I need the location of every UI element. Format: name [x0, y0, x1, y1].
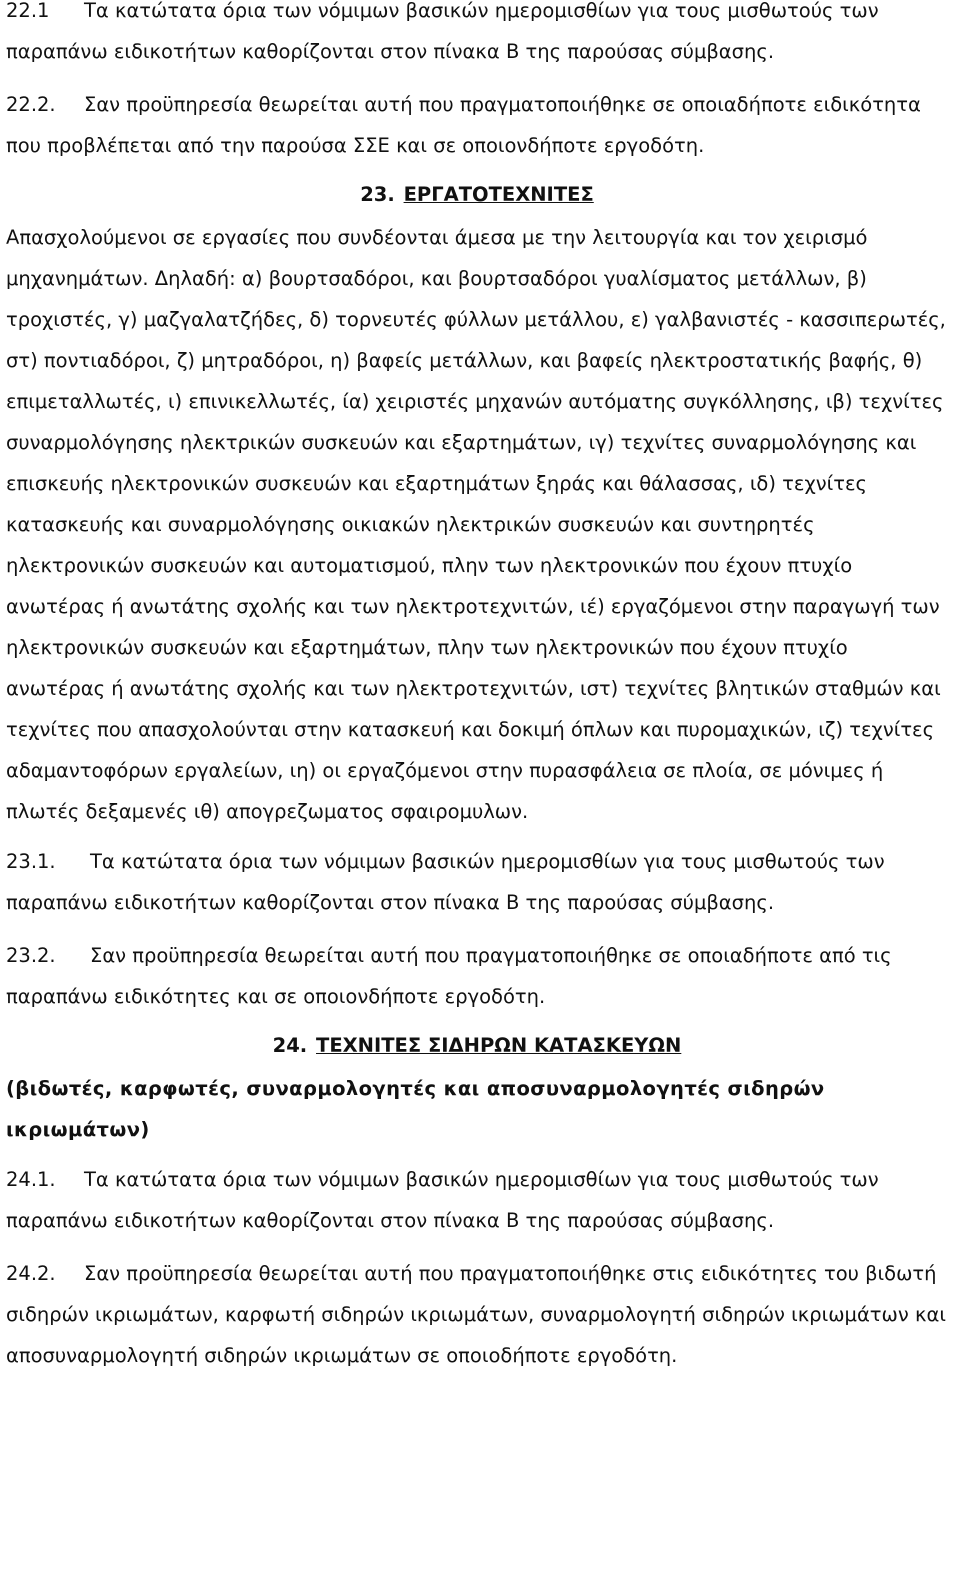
clause-text: Σαν προϋπηρεσία θεωρείται αυτή που πραγματοποιήθηκε σε οποιαδήποτε ειδικότητα που προβλέπεται από την παρούσα ΣΣΕ και σε οποιονδήποτε εργοδότη. — [6, 93, 921, 157]
section-title: ΤΕΧΝΙΤΕΣ ΣΙΔΗΡΩΝ ΚΑΤΑΣΚΕΥΩΝ — [316, 1034, 682, 1057]
clause-number: 24.2. — [6, 1262, 56, 1285]
clause-text: Τα κατώτατα όρια των νόμιμων βασικών ημερομισθίων για τους μισθωτούς των παραπάνω ειδικοτήτων καθορίζονται στον πίνακα Β της παρούσας σύμβασης. — [6, 850, 885, 914]
paragraph-23-1 — [6, 841, 948, 923]
clause-text: Σαν προϋπηρεσία θεωρείται αυτή που πραγματοποιήθηκε σε οποιαδήποτε από τις παραπάνω ειδικότητες και σε οποιονδήποτε εργοδότη. — [6, 944, 892, 1008]
paragraph-24-2 — [6, 1253, 948, 1376]
clause-text: Τα κατώτατα όρια των νόμιμων βασικών ημερομισθίων για τους μισθωτούς των παραπάνω ειδικοτήτων καθορίζονται στον πίνακα Β της παρούσας σύμβασης. — [6, 1168, 879, 1232]
paragraph-24-1 — [6, 1159, 948, 1241]
clause-number: 23.1. — [6, 850, 56, 873]
clause-number: 22.1 — [6, 0, 50, 22]
section-number: 23. — [360, 183, 395, 206]
paragraph-23-body: Απασχολούμενοι σε εργασίες που συνδέονται άμεσα με την λειτουργία και τον χειρισμό μηχανημάτων. Δηλαδή: α) βουρτσαδόροι, και βουρτσαδόροι γυαλίσματος μετάλλων, β) τροχιστές, γ) μαζγαλατζήδες, δ) τορνευτές φύλλων μετάλλου, ε) γαλβανιστές - κασσιπερωτές, στ) ποντιαδόροι, ζ) μητραδόροι, η) βαφείς μετάλλων, και βαφείς ηλεκτροστατικής βαφής, θ) επιμεταλλωτές, ι) επινικελλωτές, ία) χειριστές μηχανών αυτόματης συγκόλλησης, ιβ) τεχνίτες συναρμολόγησης ηλεκτρικών συσκευών και εξαρτημάτων, ιγ) τεχνίτες συναρμολόγησης και επισκευής ηλεκτρονικών συσκευών και εξαρτημάτων ξηράς και θάλασσας, ιδ) τεχνίτες κατασκευής και συναρμολόγησης οικιακών ηλεκτρικών συσκευών και συντηρητές ηλεκτρονικών συσκευών και αυτοματισμού, πλην των ηλεκτρονικών που έχουν πτυχίο ανωτέρας ή ανωτάτης σχολής και των ηλεκτροτεχνιτών, ιέ) εργαζόμενοι στην παραγωγή των ηλεκτρονικών συσκευών και εξαρτημάτων, πλην των ηλεκτρονικών που έχουν πτυχίο ανωτέρας ή ανωτάτης σχολής και των ηλεκτροτεχνιτών, ιστ) τεχνίτες βλητικών σταθμών και τεχνίτες που απασχολούνται στην κατασκευή και δοκιμή όπλων και πυρομαχικών, ιζ) τεχνίτες αδαμαντοφόρων εργαλείων, ιη) οι εργαζόμενοι στην πυρασφάλεια σε πλοία, σε μόνιμες ή πλωτές δεξαμενές ιθ) απογρεζωματος σφαιρομυλων. — [6, 226, 946, 823]
section-title: ΕΡΓΑΤΟΤΕΧΝΙΤΕΣ — [403, 183, 594, 206]
clause-number: 23.2. — [6, 944, 56, 967]
paragraph-22-2 — [6, 84, 948, 166]
paragraph-23-2 — [6, 935, 948, 1017]
section-heading-24 — [6, 1025, 948, 1066]
clause-number: 24.1. — [6, 1168, 56, 1191]
section-heading-23 — [6, 174, 948, 215]
clause-text: Τα κατώτατα όρια των νόμιμων βασικών ημερομισθίων για τους μισθωτούς των παραπάνω ειδικοτήτων καθορίζονται στον πίνακα Β της παρούσας σύμβασης. — [6, 0, 879, 63]
section-number: 24. — [272, 1034, 308, 1057]
paragraph-22-1 — [6, 0, 948, 72]
clause-text: Σαν προϋπηρεσία θεωρείται αυτή που πραγματοποιήθηκε στις ειδικότητες του βιδωτή σιδηρών ικριωμάτων, καρφωτή σιδηρών ικριωμάτων, συναρμολογητή σιδηρών ικριωμάτων και αποσυναρμολογητή σιδηρών ικριωμάτων σε οποιοδήποτε εργοδότη. — [6, 1262, 946, 1367]
section-subtitle-24: (βιδωτές, καρφωτές, συναρμολογητές και αποσυναρμολογητές σιδηρών ικριωμάτων) — [6, 1077, 825, 1141]
clause-number: 22.2. — [6, 93, 56, 116]
